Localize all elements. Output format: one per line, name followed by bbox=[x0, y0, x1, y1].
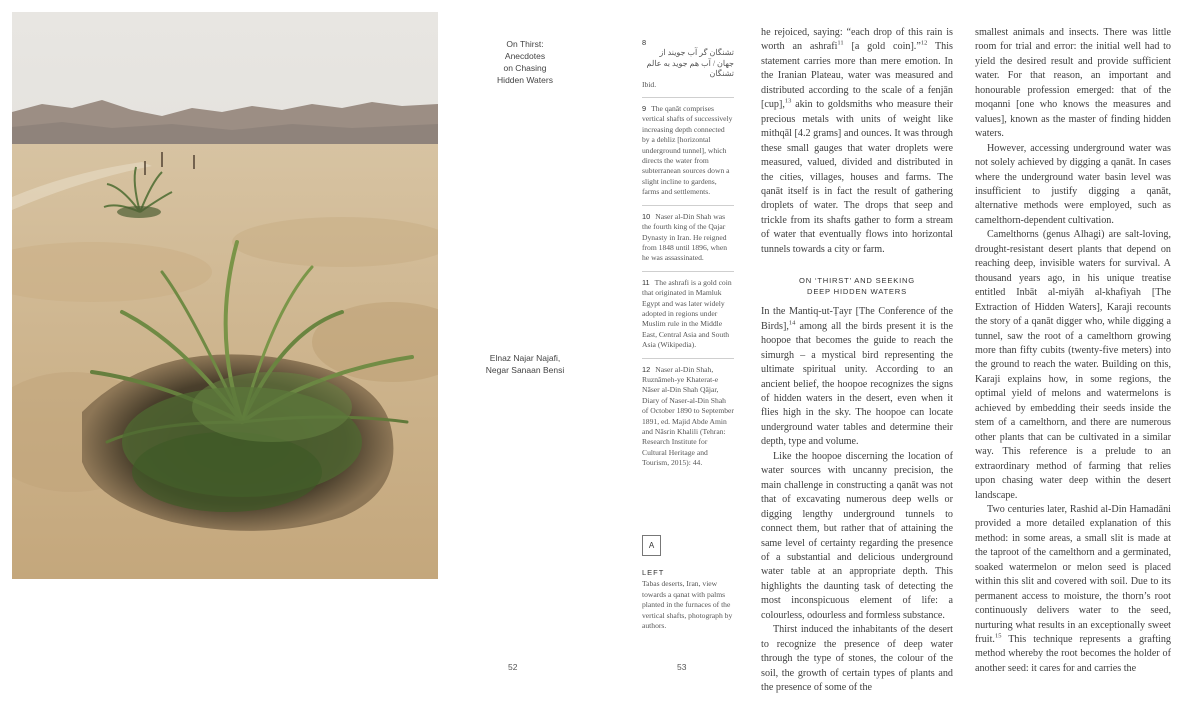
section-heading-line: DEEP HIDDEN WATERS bbox=[807, 287, 907, 297]
footnote-10 bbox=[642, 205, 734, 264]
footnote-number: 11 bbox=[642, 277, 650, 287]
running-title-line: on Chasing bbox=[503, 63, 547, 73]
footnote-number: 10 bbox=[642, 211, 651, 221]
footnote-12 bbox=[642, 358, 734, 469]
footnote-number: 9 bbox=[642, 104, 647, 114]
author-line: Elnaz Najar Najafi, bbox=[489, 353, 561, 363]
footnote-ref[interactable]: 13 bbox=[784, 97, 792, 105]
footnote-text-ibid: Ibid. bbox=[642, 79, 657, 89]
text-run: Two centuries later, Rashid al-Din Hamadāni provided a more detailed explanation of this method: in some areas, a small slit is made at the taproot of the camelthorn and a germinated, soaked watermelon or melon seed is placed within this slit and covered with soil. Due to its permanent access to moisture, the thorn’s root continuously delivers water to the seed, nurturing what results in an exceptionally sweet fruit. bbox=[975, 503, 1171, 646]
text-run: This technique represents a grafting method whereby the root becomes the holder of another seed: it cares for and carries the bbox=[975, 634, 1171, 674]
text-run: In the Mantiq-ut-Ṭayr [The Conference of the Birds], bbox=[761, 306, 953, 332]
page-number-right: 53 bbox=[677, 662, 687, 672]
body-column-1 bbox=[761, 26, 953, 695]
section-heading-line: ON ‘THIRST’ AND SEEKING bbox=[798, 276, 915, 286]
footnote-8 bbox=[642, 38, 734, 90]
paragraph: Thirst induced the inhabitants of the desert to recognize the presence of deep water through the type of stones, the colour of the soil, the growth of certain types of plants and the presence of some of the bbox=[761, 624, 953, 694]
authors bbox=[460, 352, 590, 376]
footnote-ref[interactable]: 14 bbox=[788, 319, 796, 327]
running-title-line: Hidden Waters bbox=[497, 75, 553, 85]
text-run: [a gold coin].” bbox=[843, 41, 921, 53]
body-column-2 bbox=[975, 26, 1171, 676]
author-line: Negar Sanaan Bensi bbox=[485, 365, 565, 375]
footnote-text: The ashrafi is a gold coin that originated in Mamluk Egypt and was later widely adopted in regions under Muslim rule in the Middle East, Central Asia and South Asia (Wikipedia). bbox=[642, 277, 732, 350]
running-title-line: Anecdotes bbox=[504, 51, 546, 61]
footnote-text: The qanāt comprises vertical shafts of successively increasing depth connected by a dehliz [horizontal underground tunnel], which directs the water from subterranean sources down a slight incline to gardens, farms and settlements. bbox=[642, 104, 733, 197]
footnote-9 bbox=[642, 97, 734, 198]
footnote-ref[interactable]: 12 bbox=[920, 40, 928, 48]
text-run: This statement carries more than mere emotion. In the Iranian Plateau, water was measured and distributed according to the scale of a fenjān [cup], bbox=[761, 41, 953, 111]
photo-tabas-desert-qanat bbox=[12, 12, 438, 579]
footnote-ref[interactable]: 15 bbox=[994, 632, 1002, 640]
caption-text: Tabas deserts, Iran, view towards a qanat with palms planted in the furnaces of the vertical shafts, photograph by authors. bbox=[642, 579, 733, 631]
paragraph: However, accessing underground water was not solely achieved by digging a qanāt. In cases where the underground water basin level was insufficient to justify digging a qanāt, alternative methods were employed, such as camelthorn-dependent cultivation. bbox=[975, 142, 1171, 226]
paragraph: smallest animals and insects. There was little room for trial and error: the initial well had to yield the desired result and provide sufficient water. For that reason, an important and honourable profession emerged: that of the moqanni [one who knows the measures and values], known as the master of finding hidden waters. bbox=[975, 27, 1171, 140]
paragraph bbox=[761, 305, 953, 450]
text-run: akin to goldsmiths who measure their precious metals with units of weight like mithqāl [4.2 grams] and ounces. It was through these small gauges that water droplets were measured, valued, divided and distributed in the cities, villages, houses and farms. The qanāt itself is in fact the result of gathering droplets of water. The drops that seep and trickle from its shafts gather to form a stream of water that eventually flows into horizontal tunnels towards a city or farm. bbox=[761, 99, 953, 255]
footnote-ref[interactable]: 11 bbox=[837, 40, 844, 48]
paragraph bbox=[975, 503, 1171, 676]
text-run: among all the birds present it is the hoopoe that becomes the guide to reach the simurgh – a mystical bird representing the ultimate spiritual unity. According to an ancient belief, the hoopoe recognizes the signs of hidden waters in the desert, even when it flies high in the sky. The hoopoe can locate underground water tables and determine their depth, type and volume. bbox=[761, 320, 953, 448]
paragraph: Like the hoopoe discerning the location of water sources with uncanny precision, the main challenge in constructing a qanāt was not that of excavating numerous deep wells or digging lengthy underground tunnels to connect them, but rather that of attaining the same level of certainty regarding the presence of a substantial and delicious underground water table at an appropriate depth. This highlights the daunting task of detecting the most inconspicuous element of life: a colourless, odourless and formless substance. bbox=[761, 450, 953, 621]
footnote-text: تشنگان گر آب جویند از جهان / آب هم جوید به عالم تشنگان bbox=[646, 48, 734, 79]
paragraph: Camelthorns (genus Alhagi) are salt-loving, drought-resistant desert plants that depend on reaching deep, invisible waters for survival. A thousand years ago, in his unique treatise entitled Inbāt al-miyāh al-khafiyah [The Extraction of Hidden Waters], Karaji recounts the story of a qanāt digger who, while digging a tunnel, saw the root of a camelthorn growing more than fifty cubits (twenty-five meters) into the ground to reach the water. Building on this, Karaji explains how, in some regions, the optimal yield of melons and watermelons is achieved by embedding their seeds inside the stem of a camelthorn, and there are numerous other plants that can be cultivated in a similar way. This reference is a prelude to an extraordinary method of farming that relies upon chasing water deep within the desert landscape. bbox=[975, 229, 1171, 501]
caption-label: LEFT bbox=[642, 568, 665, 577]
paragraph bbox=[761, 26, 953, 257]
running-title-line: On Thirst: bbox=[506, 39, 544, 49]
figure-caption bbox=[642, 568, 734, 631]
footnote-number: 12 bbox=[642, 364, 651, 374]
footnote-number: 8 bbox=[642, 38, 647, 47]
footnote-text: Naser al-Din Shah, Ruznāmeh-ye Khaterat-e Nāser al-Din Shah Qājar, Diary of Naser-al-Din Shah of October 1890 to September 1891, ed. Majid Abde Amin and Nāsrin Khalili (Tehran: Research Institute for Cultural Heritage and Tourism, 2015): 44. bbox=[642, 364, 734, 468]
footnote-text: Naser al-Din Shah was the fourth king of the Qajar Dynasty in Iran. He reigned from 1848 until 1896, when he was assassinated. bbox=[642, 211, 727, 263]
section-heading bbox=[761, 275, 953, 297]
text-run: he rejoiced, saying: “each drop of this rain is worth an ashrafi bbox=[761, 27, 953, 53]
page-number-left: 52 bbox=[508, 662, 518, 672]
running-title bbox=[470, 38, 580, 86]
footnote-11 bbox=[642, 271, 734, 351]
figure-marker: A bbox=[642, 535, 661, 556]
footnotes bbox=[642, 38, 734, 476]
